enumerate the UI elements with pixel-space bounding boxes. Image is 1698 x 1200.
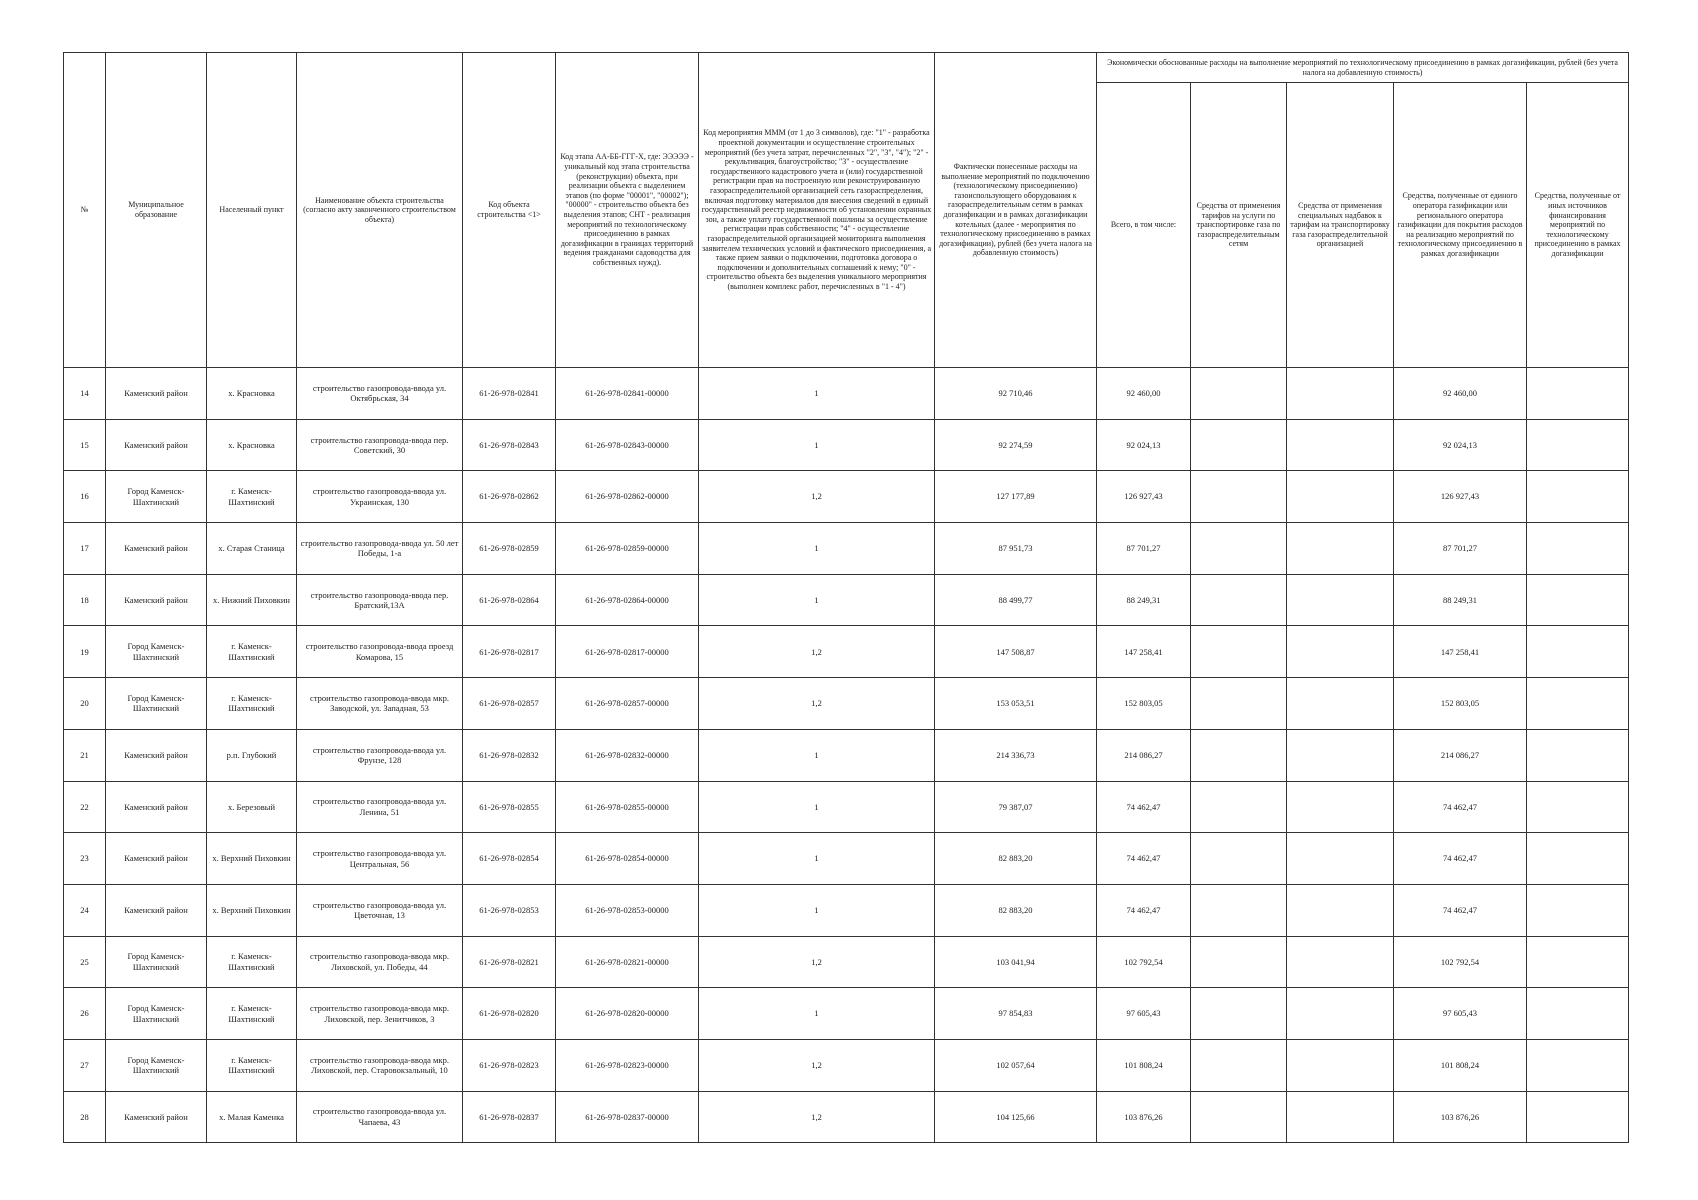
table-row [64,471,1629,523]
cell-surcharge-funds [1287,781,1394,833]
cell-operator-funds: 74 462,47 [1394,884,1527,936]
header-other-funds: Средства, полученные от иных источников финансирования мероприятий по технологическому присоединению в рамках догазификации [1527,83,1629,368]
cell-stage-code: 61-26-978-02821-00000 [556,936,699,988]
table-header [64,53,1629,368]
cell-actual-costs: 92 710,46 [935,368,1097,420]
cell-tariff-funds [1191,781,1287,833]
cell-municipality: Город Каменск-Шахтинский [106,626,207,678]
table-row [64,678,1629,730]
cell-object-code: 61-26-978-02855 [463,781,556,833]
cell-object-name: строительство газопровода-ввода мкр. Лиховской, пер. Зенитчиков, 3 [297,988,463,1040]
cell-tariff-funds [1191,833,1287,885]
cell-num: 24 [64,884,106,936]
table-row [64,1091,1629,1143]
cell-other-funds [1527,781,1629,833]
cell-surcharge-funds [1287,368,1394,420]
header-measure-code: Код мероприятия МММ (от 1 до 3 символов), где: "1" - разработка проектной документации и осуществление строительных мероприятий (без учета затрат, перечисленных "2", "3", "4"); "2" - рекультивация, благоустройство; "3" - осуществление государственного кадастрового учета и (или) государственной регистрации прав на построенную или реконструированную газораспределительной организацией сеть газораспределения, включая подготовку материалов для внесения сведений в единый государственный реестр недвижимости об установлении охранных зон, а также уплату государственной пошлины за осуществление регистрации прав собственности; "4" - осуществление газораспределительной организацией мониторинга выполнения заявителем технических условий и фактического присоединения, а также прием заявки о подключении, подготовка договора о подключении и дополнительных соглашений к нему; "0" - строительство объекта без выделения уникального мероприятия (выполнен комплекс работ, перечисленных в "1 - 4") [699,53,935,368]
cell-object-code: 61-26-978-02821 [463,936,556,988]
cell-operator-funds: 103 876,26 [1394,1091,1527,1143]
cell-num: 16 [64,471,106,523]
cell-stage-code: 61-26-978-02864-00000 [556,574,699,626]
cell-total: 101 808,24 [1097,1039,1191,1091]
cell-stage-code: 61-26-978-02841-00000 [556,368,699,420]
cell-object-name: строительство газопровода-ввода ул. Украинская, 130 [297,471,463,523]
cell-total: 74 462,47 [1097,833,1191,885]
cell-measure-code: 1 [699,419,935,471]
cell-municipality: Город Каменск-Шахтинский [106,678,207,730]
cell-municipality: Город Каменск-Шахтинский [106,471,207,523]
table-row [64,936,1629,988]
cell-other-funds [1527,523,1629,575]
cell-stage-code: 61-26-978-02854-00000 [556,833,699,885]
cell-object-name: строительство газопровода-ввода проезд Комарова, 15 [297,626,463,678]
cell-total: 214 086,27 [1097,729,1191,781]
cell-municipality: Город Каменск-Шахтинский [106,936,207,988]
cell-settlement: г. Каменск-Шахтинский [207,988,297,1040]
cell-total: 152 803,05 [1097,678,1191,730]
cell-surcharge-funds [1287,884,1394,936]
cell-actual-costs: 147 508,87 [935,626,1097,678]
cell-surcharge-funds [1287,523,1394,575]
cell-object-name: строительство газопровода-ввода ул. Октябрьская, 34 [297,368,463,420]
cell-municipality: Каменский район [106,419,207,471]
table-row [64,574,1629,626]
cell-surcharge-funds [1287,729,1394,781]
cell-object-code: 61-26-978-02817 [463,626,556,678]
table-row [64,1039,1629,1091]
cell-num: 17 [64,523,106,575]
cell-object-name: строительство газопровода-ввода пер. Братский,13А [297,574,463,626]
cell-measure-code: 1,2 [699,936,935,988]
cell-object-name: строительство газопровода-ввода мкр. Лиховской, пер. Старовокзальный, 10 [297,1039,463,1091]
cell-settlement: г. Каменск-Шахтинский [207,678,297,730]
cell-object-code: 61-26-978-02832 [463,729,556,781]
cell-settlement: х. Нижний Пиховкин [207,574,297,626]
cell-operator-funds: 152 803,05 [1394,678,1527,730]
cell-measure-code: 1 [699,833,935,885]
cell-total: 87 701,27 [1097,523,1191,575]
cell-object-code: 61-26-978-02843 [463,419,556,471]
cell-tariff-funds [1191,729,1287,781]
cell-operator-funds: 92 460,00 [1394,368,1527,420]
cell-num: 23 [64,833,106,885]
cell-object-code: 61-26-978-02823 [463,1039,556,1091]
table-row [64,833,1629,885]
cell-total: 88 249,31 [1097,574,1191,626]
cell-tariff-funds [1191,936,1287,988]
cell-operator-funds: 147 258,41 [1394,626,1527,678]
cell-municipality: Город Каменск-Шахтинский [106,1039,207,1091]
cell-stage-code: 61-26-978-02820-00000 [556,988,699,1040]
cell-object-name: строительство газопровода-ввода пер. Советский, 30 [297,419,463,471]
cell-settlement: г. Каменск-Шахтинский [207,471,297,523]
header-surcharge-funds: Средства от применения специальных надбавок к тарифам на транспортировку газа газораспределительной организацией [1287,83,1394,368]
cell-operator-funds: 87 701,27 [1394,523,1527,575]
cell-tariff-funds [1191,419,1287,471]
cell-num: 21 [64,729,106,781]
cell-surcharge-funds [1287,471,1394,523]
cell-object-code: 61-26-978-02837 [463,1091,556,1143]
cell-tariff-funds [1191,471,1287,523]
cell-settlement: х. Старая Станица [207,523,297,575]
cell-total: 74 462,47 [1097,781,1191,833]
cell-tariff-funds [1191,574,1287,626]
cell-num: 15 [64,419,106,471]
cell-other-funds [1527,1091,1629,1143]
cell-municipality: Каменский район [106,523,207,575]
cell-measure-code: 1 [699,884,935,936]
cell-actual-costs: 102 057,64 [935,1039,1097,1091]
header-actual-costs: Фактически понесенные расходы на выполнение мероприятий по подключению (технологическому присоединению) газоиспользующего оборудования к газораспределительным сетям в рамках догазификации и в рамках догазификации котельных (далее - мероприятия по технологическому присоединению в рамках догазификации), рублей (без учета налога на добавленную стоимость) [935,53,1097,368]
cell-actual-costs: 214 336,73 [935,729,1097,781]
cell-surcharge-funds [1287,419,1394,471]
cell-num: 28 [64,1091,106,1143]
cell-other-funds [1527,419,1629,471]
cell-operator-funds: 101 808,24 [1394,1039,1527,1091]
cell-object-code: 61-26-978-02854 [463,833,556,885]
cell-actual-costs: 82 883,20 [935,833,1097,885]
cell-stage-code: 61-26-978-02853-00000 [556,884,699,936]
cell-tariff-funds [1191,523,1287,575]
cell-settlement: р.п. Глубокий [207,729,297,781]
table-row [64,988,1629,1040]
cell-object-name: строительство газопровода-ввода ул. Центральная, 56 [297,833,463,885]
cell-measure-code: 1 [699,729,935,781]
cell-measure-code: 1,2 [699,471,935,523]
header-total: Всего, в том числе: [1097,83,1191,368]
cell-other-funds [1527,884,1629,936]
cell-object-code: 61-26-978-02820 [463,988,556,1040]
cell-settlement: х. Верхний Пиховкин [207,833,297,885]
cell-actual-costs: 87 951,73 [935,523,1097,575]
cell-stage-code: 61-26-978-02837-00000 [556,1091,699,1143]
table-row [64,368,1629,420]
cell-settlement: х. Красновка [207,368,297,420]
cell-operator-funds: 92 024,13 [1394,419,1527,471]
cell-total: 147 258,41 [1097,626,1191,678]
cell-tariff-funds [1191,1039,1287,1091]
cell-municipality: Город Каменск-Шахтинский [106,988,207,1040]
cell-object-name: строительство газопровода-ввода мкр. Лиховской, ул. Победы, 44 [297,936,463,988]
cell-num: 20 [64,678,106,730]
cell-stage-code: 61-26-978-02857-00000 [556,678,699,730]
header-econ-group: Экономически обоснованные расходы на выполнение мероприятий по технологическому присоединению в рамках догазификации, рублей (без учета налога на добавленную стоимость) [1097,53,1629,83]
cell-actual-costs: 79 387,07 [935,781,1097,833]
cell-other-funds [1527,626,1629,678]
cell-actual-costs: 127 177,89 [935,471,1097,523]
cell-other-funds [1527,368,1629,420]
cell-settlement: х. Красновка [207,419,297,471]
cell-actual-costs: 97 854,83 [935,988,1097,1040]
cell-num: 25 [64,936,106,988]
cell-measure-code: 1,2 [699,678,935,730]
cell-operator-funds: 126 927,43 [1394,471,1527,523]
header-tariff-funds: Средства от применения тарифов на услуги по транспортировке газа по газораспределительным сетям [1191,83,1287,368]
table-row [64,626,1629,678]
cell-object-code: 61-26-978-02853 [463,884,556,936]
cell-num: 14 [64,368,106,420]
table-row [64,884,1629,936]
cell-object-code: 61-26-978-02841 [463,368,556,420]
cell-other-funds [1527,936,1629,988]
header-operator-funds: Средства, полученные от единого оператора газификации или регионального оператора газификации для покрытия расходов на реализацию мероприятий по технологическому присоединению в рамках догазификации [1394,83,1527,368]
cell-actual-costs: 92 274,59 [935,419,1097,471]
cell-object-name: строительство газопровода-ввода ул. 50 лет Победы, 1-а [297,523,463,575]
cell-num: 22 [64,781,106,833]
cell-stage-code: 61-26-978-02843-00000 [556,419,699,471]
cell-stage-code: 61-26-978-02859-00000 [556,523,699,575]
cell-tariff-funds [1191,368,1287,420]
cell-actual-costs: 153 053,51 [935,678,1097,730]
header-settlement: Населенный пункт [207,53,297,368]
cell-object-name: строительство газопровода-ввода мкр. Заводской, ул. Западная, 53 [297,678,463,730]
cell-object-code: 61-26-978-02862 [463,471,556,523]
cell-settlement: х. Березовый [207,781,297,833]
cell-operator-funds: 74 462,47 [1394,833,1527,885]
cell-measure-code: 1 [699,988,935,1040]
cell-surcharge-funds [1287,574,1394,626]
cell-total: 92 024,13 [1097,419,1191,471]
cell-num: 19 [64,626,106,678]
cell-total: 97 605,43 [1097,988,1191,1040]
cell-total: 103 876,26 [1097,1091,1191,1143]
cell-municipality: Каменский район [106,884,207,936]
cell-measure-code: 1,2 [699,1091,935,1143]
cell-total: 126 927,43 [1097,471,1191,523]
cell-municipality: Каменский район [106,368,207,420]
cell-measure-code: 1,2 [699,1039,935,1091]
cell-actual-costs: 88 499,77 [935,574,1097,626]
cell-surcharge-funds [1287,936,1394,988]
cell-municipality: Каменский район [106,781,207,833]
cell-measure-code: 1 [699,781,935,833]
cell-settlement: г. Каменск-Шахтинский [207,936,297,988]
cell-municipality: Каменский район [106,729,207,781]
cell-surcharge-funds [1287,988,1394,1040]
cell-settlement: х. Малая Каменка [207,1091,297,1143]
cell-measure-code: 1 [699,523,935,575]
cell-tariff-funds [1191,626,1287,678]
header-num: № [64,53,106,368]
cell-measure-code: 1 [699,368,935,420]
cell-municipality: Каменский район [106,574,207,626]
cell-total: 102 792,54 [1097,936,1191,988]
header-object-name: Наименование объекта строительства (согласно акту законченного строительством объекта) [297,53,463,368]
cell-municipality: Каменский район [106,1091,207,1143]
cell-settlement: х. Верхний Пиховкин [207,884,297,936]
cell-other-funds [1527,1039,1629,1091]
cell-measure-code: 1 [699,574,935,626]
cell-actual-costs: 103 041,94 [935,936,1097,988]
gasification-costs-table [63,52,1629,1143]
cell-other-funds [1527,833,1629,885]
cell-tariff-funds [1191,988,1287,1040]
cell-actual-costs: 82 883,20 [935,884,1097,936]
cell-settlement: г. Каменск-Шахтинский [207,626,297,678]
cell-num: 27 [64,1039,106,1091]
cell-object-name: строительство газопровода-ввода ул. Чапаева, 43 [297,1091,463,1143]
cell-stage-code: 61-26-978-02855-00000 [556,781,699,833]
cell-tariff-funds [1191,678,1287,730]
cell-operator-funds: 88 249,31 [1394,574,1527,626]
cell-stage-code: 61-26-978-02817-00000 [556,626,699,678]
table-row [64,729,1629,781]
cell-surcharge-funds [1287,1039,1394,1091]
cell-object-name: строительство газопровода-ввода ул. Фрунзе, 128 [297,729,463,781]
cell-surcharge-funds [1287,833,1394,885]
cell-num: 18 [64,574,106,626]
cell-object-name: строительство газопровода-ввода ул. Цветочная, 13 [297,884,463,936]
cell-operator-funds: 102 792,54 [1394,936,1527,988]
document-sheet [63,52,1628,1143]
cell-stage-code: 61-26-978-02832-00000 [556,729,699,781]
cell-other-funds [1527,678,1629,730]
cell-actual-costs: 104 125,66 [935,1091,1097,1143]
cell-object-code: 61-26-978-02859 [463,523,556,575]
table-row [64,419,1629,471]
cell-surcharge-funds [1287,678,1394,730]
table-body [64,368,1629,1143]
cell-tariff-funds [1191,884,1287,936]
cell-total: 74 462,47 [1097,884,1191,936]
cell-surcharge-funds [1287,1091,1394,1143]
cell-total: 92 460,00 [1097,368,1191,420]
cell-object-code: 61-26-978-02857 [463,678,556,730]
table-row [64,523,1629,575]
cell-operator-funds: 74 462,47 [1394,781,1527,833]
cell-settlement: г. Каменск-Шахтинский [207,1039,297,1091]
header-stage-code: Код этапа АА-ББ-ГГГ-Х, где: ЭЭЭЭЭ - уникальный код этапа строительства (реконструкции) объекта, при реализации объекта с выделением этапов (по форме "00001", "00002"); "00000" - строительство объекта без выделения этапов; СНТ - реализация мероприятий по технологическому присоединению в рамках догазификации в границах территорий ведения гражданами садоводства для собственных нужд). [556,53,699,368]
cell-other-funds [1527,574,1629,626]
cell-surcharge-funds [1287,626,1394,678]
cell-object-code: 61-26-978-02864 [463,574,556,626]
table-row [64,781,1629,833]
cell-other-funds [1527,988,1629,1040]
cell-municipality: Каменский район [106,833,207,885]
header-municipality: Муниципальное образование [106,53,207,368]
header-object-code: Код объекта строительства <1> [463,53,556,368]
cell-other-funds [1527,471,1629,523]
cell-stage-code: 61-26-978-02823-00000 [556,1039,699,1091]
cell-tariff-funds [1191,1091,1287,1143]
cell-operator-funds: 214 086,27 [1394,729,1527,781]
cell-num: 26 [64,988,106,1040]
cell-object-name: строительство газопровода-ввода ул. Ленина, 51 [297,781,463,833]
cell-operator-funds: 97 605,43 [1394,988,1527,1040]
cell-measure-code: 1,2 [699,626,935,678]
cell-other-funds [1527,729,1629,781]
cell-stage-code: 61-26-978-02862-00000 [556,471,699,523]
